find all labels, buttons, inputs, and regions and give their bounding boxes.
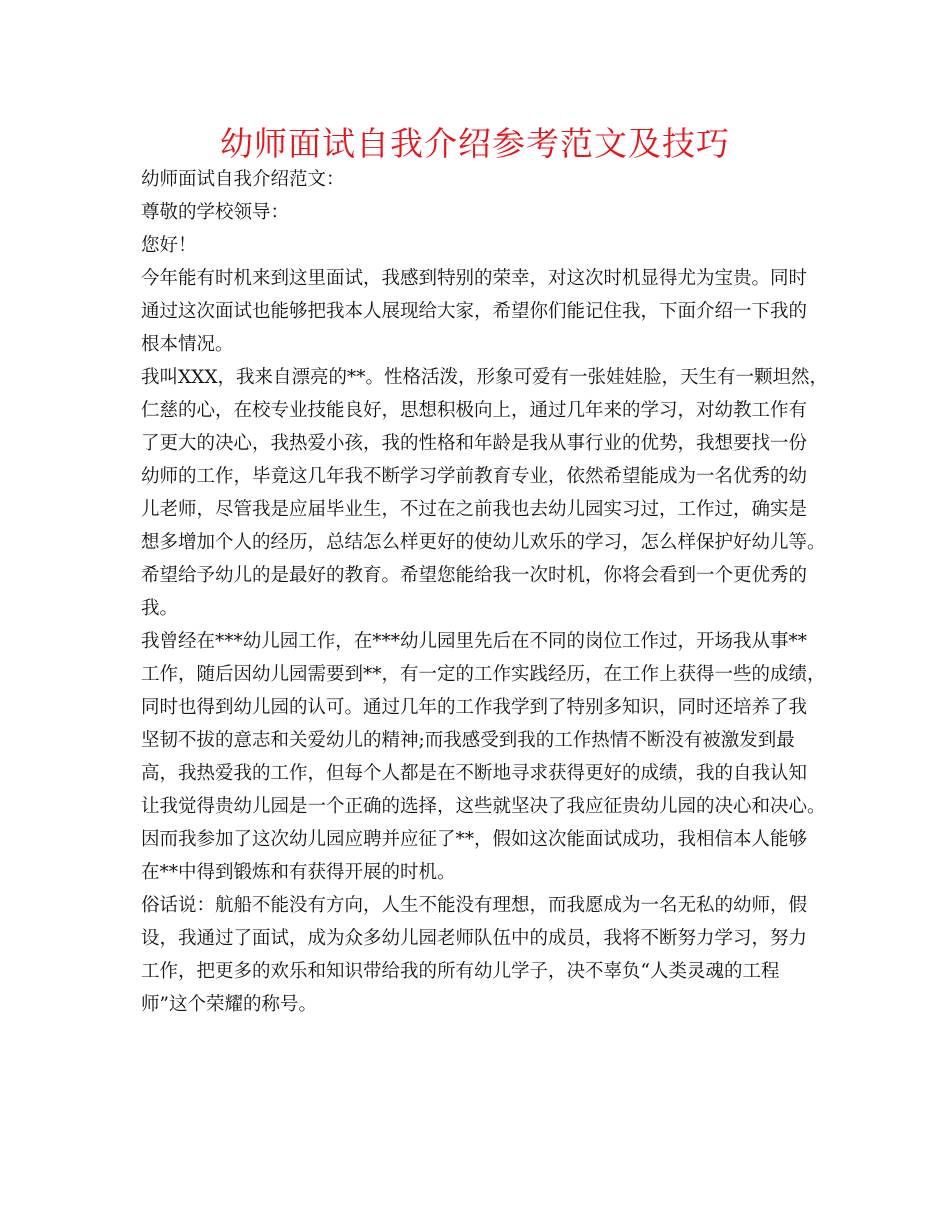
body-line: 工作，把更多的欢乐和知识带给我的所有幼儿学子，决不辜负“人类灵魂的工程 <box>141 961 780 982</box>
body-line: 同时也得到幼儿园的认可。通过几年的工作我学到了特别多知识，同时还培养了我 <box>141 697 808 718</box>
body-line: 根本情况。 <box>141 334 234 355</box>
document-body <box>141 163 829 1021</box>
body-line: 想多增加个人的经历，总结怎么样更好的使幼儿欢乐的学习，怎么样保护好幼儿等。 <box>141 532 826 553</box>
body-line: 通过这次面试也能够把我本人展现给大家，希望你们能记住我，下面介绍一下我的 <box>141 301 808 322</box>
body-line: 设，我通过了面试，成为众多幼儿园老师队伍中的成员，我将不断努力学习，努力 <box>141 928 808 949</box>
body-line: 仁慈的心，在校专业技能良好，思想积极向上，通过几年来的学习，对幼教工作有 <box>141 400 808 421</box>
body-line: 您好！ <box>141 235 197 256</box>
body-line: 俗话说：航船不能没有方向，人生不能没有理想，而我愿成为一名无私的幼师，假 <box>141 895 808 916</box>
body-line: 我叫XXX，我来自漂亮的**。性格活泼，形象可爱有一张娃娃脸，天生有一颗坦然， <box>141 367 829 388</box>
body-line: 工作，随后因幼儿园需要到**，有一定的工作实践经历，在工作上获得一些的成绩， <box>141 664 826 685</box>
body-line: 坚韧不拔的意志和关爱幼儿的精神;而我感受到我的工作热情不断没有被激发到最 <box>141 730 795 751</box>
body-line: 让我觉得贵幼儿园是一个正确的选择，这些就坚决了我应征贵幼儿园的决心和决心。 <box>141 796 826 817</box>
body-line: 在**中得到锻炼和有获得开展的时机。 <box>141 862 456 883</box>
body-line: 幼师面试自我介绍范文： <box>141 169 345 190</box>
body-line: 我。 <box>141 598 179 619</box>
body-line: 高，我热爱我的工作，但每个人都是在不断地寻求获得更好的成绩，我的自我认知 <box>141 763 808 784</box>
body-line: 尊敬的学校领导： <box>141 202 290 223</box>
body-line: 因而我参加了这次幼儿园应聘并应征了**，假如这次能面试成功，我相信本人能够 <box>141 829 808 850</box>
body-line: 幼师的工作，毕竟这几年我不断学习学前教育专业，依然希望能成为一名优秀的幼 <box>141 466 808 487</box>
body-line: 今年能有时机来到这里面试，我感到特别的荣幸，对这次时机显得尤为宝贵。同时 <box>141 268 808 289</box>
body-line: 师”这个荣耀的称号。 <box>141 994 317 1015</box>
body-line: 希望给予幼儿的是最好的教育。希望您能给我一次时机，你将会看到一个更优秀的 <box>141 565 808 586</box>
body-line: 我曾经在***幼儿园工作，在***幼儿园里先后在不同的岗位工作过，开场我从事** <box>141 631 808 652</box>
body-line: 儿老师，尽管我是应届毕业生，不过在之前我也去幼儿园实习过，工作过，确实是 <box>141 499 808 520</box>
document-title: 幼师面试自我介绍参考范文及技巧 <box>220 124 730 163</box>
body-line: 了更大的决心，我热爱小孩，我的性格和年龄是我从事行业的优势，我想要找一份 <box>141 433 808 454</box>
